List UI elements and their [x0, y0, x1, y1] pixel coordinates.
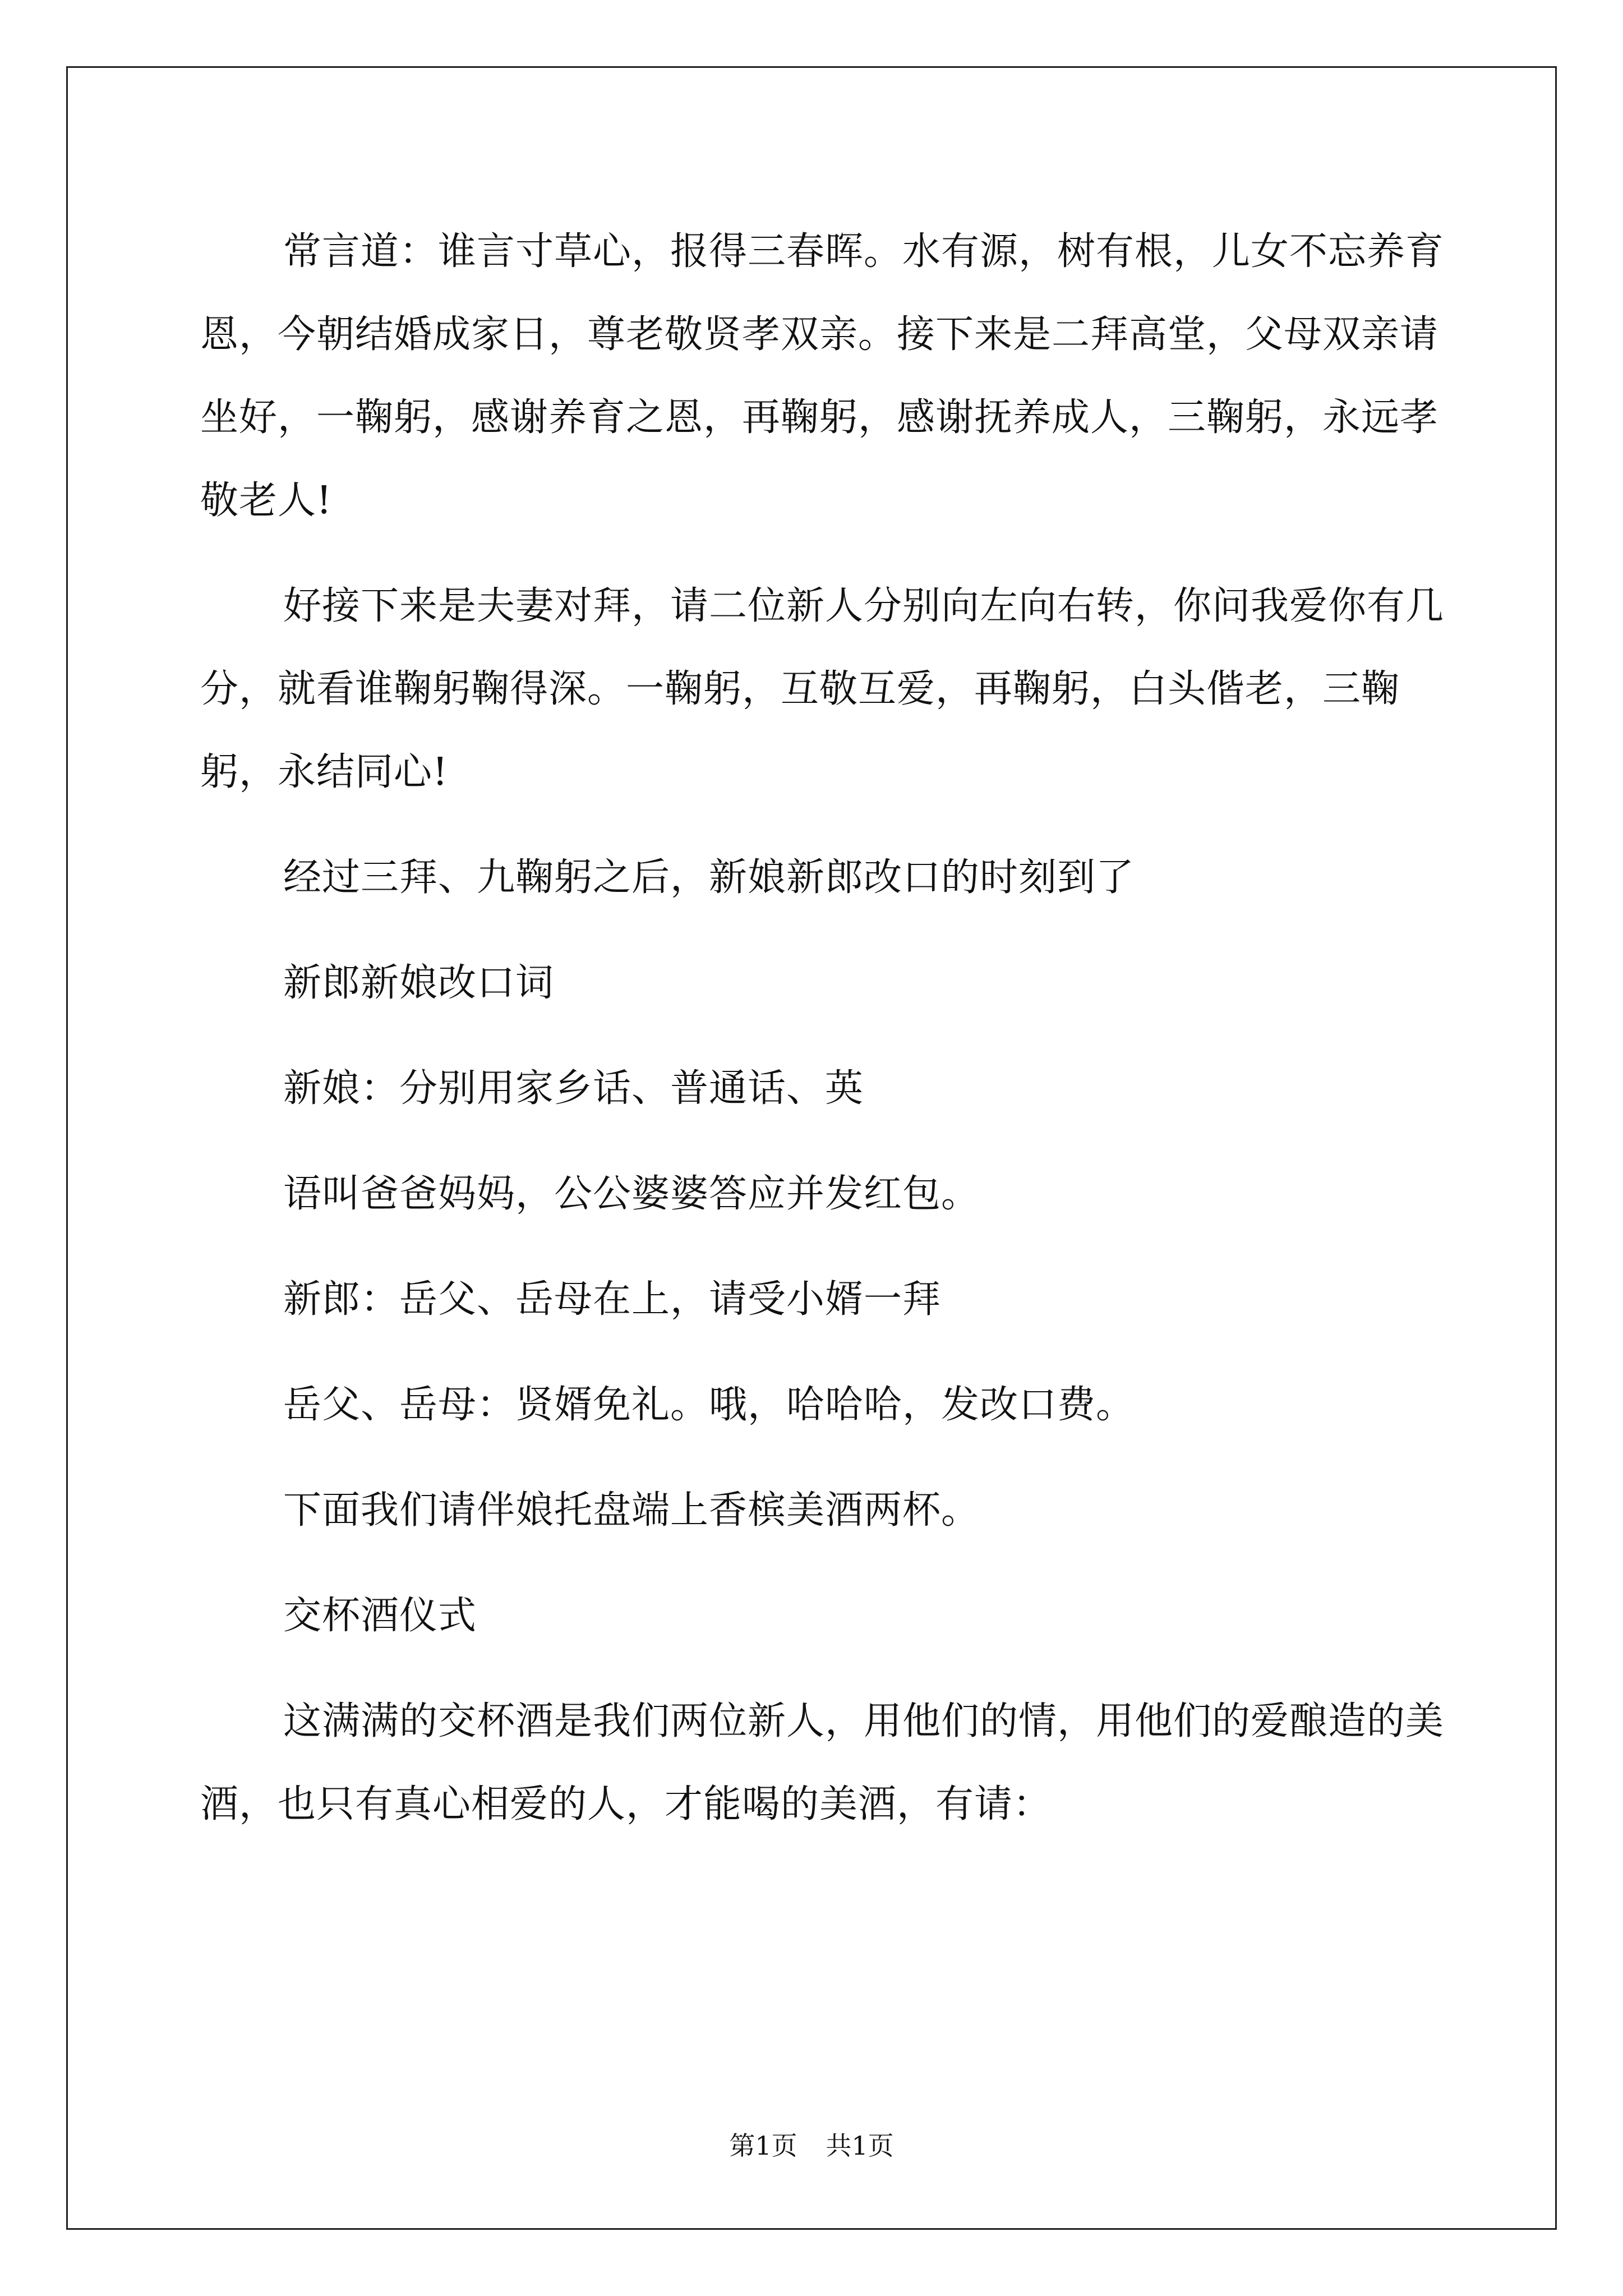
paragraph-couple-bow: 好接下来是夫妻对拜，请二位新人分别向左向右转，你问我爱你有几分，就看谁鞠躬鞠得深。一鞠躬，互敬互爱，再鞠躬，白头偕老，三鞠躬，永结同心! [200, 584, 1445, 794]
page-footer [0, 2129, 1623, 2162]
page-total: 共1页 [826, 2131, 894, 2161]
paragraph-bride-line-continued: 语叫爸爸妈妈，公公婆婆答应并发红包。 [283, 1172, 980, 1216]
paragraph-after-bows: 经过三拜、九鞠躬之后，新娘新郎改口的时刻到了 [283, 855, 1135, 900]
paragraph-groom-line: 新郎：岳父、岳母在上，请受小婿一拜 [283, 1277, 942, 1322]
document-body [200, 210, 1451, 1869]
paragraph-wine: 这满满的交杯酒是我们两位新人，用他们的情，用他们的爱酿造的美酒，也只有真心相爱的人，才能喝的美酒，有请： [200, 1699, 1445, 1826]
page-number: 第1页 [729, 2131, 797, 2161]
paragraph-bridesmaid: 下面我们请伴娘托盘端上香槟美酒两杯。 [283, 1488, 980, 1533]
section-heading-address-change: 新郎新娘改口词 [283, 961, 555, 1005]
paragraph-gratitude: 常言道：谁言寸草心，报得三春晖。水有源，树有根，儿女不忘养育恩，今朝结婚成家日，尊老敬贤孝双亲。接下来是二拜高堂，父母双亲请坐好，一鞠躬，感谢养育之恩，再鞠躬，感谢抚养成人，三鞠躬，永远孝敬老人! [200, 229, 1445, 523]
paragraph-in-laws-line: 岳父、岳母：贤婿免礼。哦，哈哈哈，发改口费。 [283, 1383, 1135, 1427]
paragraph-bride-line: 新娘：分别用家乡话、普通话、英 [283, 1066, 864, 1111]
section-heading-wine-ceremony: 交杯酒仪式 [283, 1594, 477, 1638]
